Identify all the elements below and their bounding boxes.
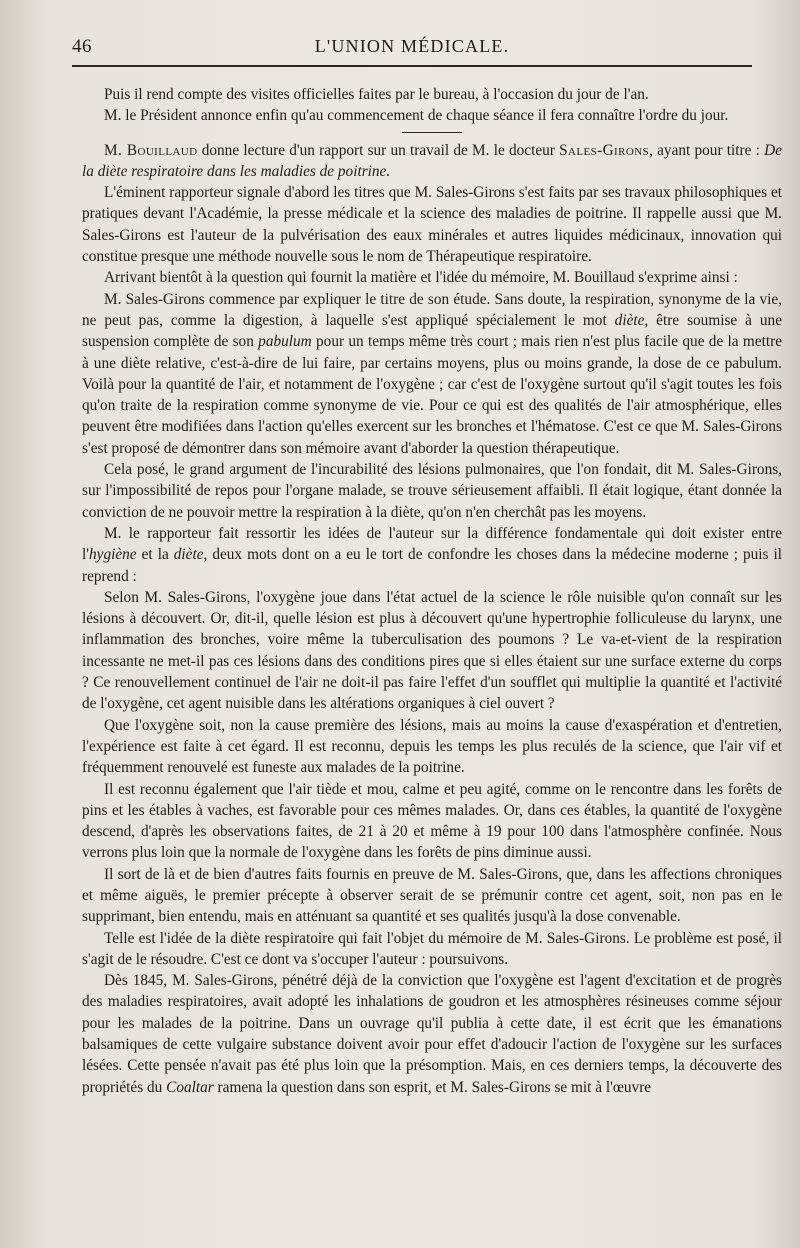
speaker-name: M. Bouillaud (104, 141, 198, 159)
paragraph: Dès 1845, M. Sales-Girons, pénétré déjà de la conviction que l'oxygène est l'agent d'excitation et de progrès des maladies respiratoires, avait adopté les inhalations de goudron et les atmosphères résineuses comme séjour pour les malades de la poitrine. Dans un ouvrage qu'il publia à cette date, il est écrit que les émanations balsamiques de cette vulgaire substance doivent avoir pour effet d'adoucir l'action de l'oxygène sur les surfaces lésées. Cette pensée n'avait pas été plus loin que la présomption. Mais, en ces derniers temps, la découverte des propriétés du Coaltar ramena la question dans son esprit, et M. Sales-Girons se mit à l'œuvre (82, 972, 782, 1096)
paragraph: Il sort de là et de bien d'autres faits fournis en preuve de M. Sales-Girons, que, dans les affections chroniques et même aiguës, le premier précepte à observer serait de se prémunir contre cet agent, soit, non pas en le supprimant, bien entendu, mais en atténuant sa quantité et ses qualités jusqu'à la dose convenable. (82, 865, 782, 926)
paragraph: Selon M. Sales-Girons, l'oxygène joue dans l'état actuel de la science le rôle nuisible qu'on connaît sur les lésions à découvert. Or, dit-il, quelle lésion est plus à découvert qu'une hypertrophie folliculeuse du larynx, une inflammation des bronches, voire même la tuberculisation des poumons ? Le va-et-vient de la respiration incessante ne met-il pas ces lésions dans des conditions pires que si elles étaient sur une surface externe du corps ? Ce renouvellement continuel de l'air ne doit-il pas faire l'effet d'un soufflet qui multiplie la quantité et l'activité de l'oxygène, cet agent nuisible dans les altérations organiques à ciel ouvert ? (82, 588, 782, 713)
paragraph: Que l'oxygène soit, non la cause première des lésions, mais au moins la cause d'exaspération et d'entretien, l'expérience est faite à cet égard. Il est reconnu, depuis les temps les plus reculés de la science, que l'air vif et fréquemment renouvelé est funeste aux malades de la poitrine. (82, 716, 782, 777)
paragraph: M. Sales-Girons commence par expliquer le titre de son étude. Sans doute, la respiration, synonyme de la vie, ne peut pas, comme la digestion, à laquelle s'est appliqué spécialement le mot diète, être soumise à une suspension complète de son pabulum pour un temps même très court ; mais rien n'est plus facile que de la mettre à une diète relative, c'est-à-dire de lui faire, par certains moyens, plus ou moins grande, la dose de ce pabulum. Voilà pour la quantité de l'air, et notamment de l'oxygène ; car c'est de l'oxygène surtout qu'il s'agit toutes les fois qu'on traite de la respiration comme synonyme de vie. Pour ce qui est des qualités de l'air atmosphérique, elles peuvent être modifiées dans l'action qu'elles exercent sur les bronches et l'hématose. C'est ce que M. Sales-Girons s'est proposé de démontrer dans son mémoire avant d'aborder la question thérapeutique. (82, 290, 782, 457)
article-body (82, 84, 782, 1098)
work-title: De la diète respiratoire dans les maladies de poitrine. (82, 141, 783, 180)
paragraph: M. le rapporteur fait ressortir les idées de l'auteur sur la différence fondamentale qui doit exister entre l'hygiène et la diète, deux mots dont on a eu le tort de confondre les choses dans la médecine moderne ; puis il reprend : (82, 524, 782, 585)
header-rule (72, 65, 752, 67)
journal-title: L'UNION MÉDICALE. (314, 36, 510, 56)
paragraph: L'éminent rapporteur signale d'abord les titres que M. Sales-Girons s'est faits par ses travaux philosophiques et pratiques devant l'Académie, la presse médicale et la science des maladies de poitrine. Il rappelle aussi que M. Sales-Girons est l'auteur de la pulvérisation des eaux minérales et autres liquides médicinaux, innovation qui constitue presque une méthode nouvelle sous le nom de Thérapeutique respiratoire. (82, 184, 782, 266)
paragraph: Il est reconnu également que l'air tiède et mou, calme et peu agité, comme on le rencontre dans les forêts de pins et les étables à vaches, est favorable pour ces mêmes malades. Or, dans ces étables, la quantité de l'oxygène descend, d'après les observations faites, de 21 à 20 et même à 19 pour 100 dans l'atmosphère confinée. Nous verrons plus loin que la normale de l'oxygène dans les forêts de pins diminue aussi. (82, 780, 782, 862)
paragraph: Arrivant bientôt à la question qui fournit la matière et l'idée du mémoire, M. Bouillaud s'exprime ainsi : (104, 269, 738, 287)
section-separator (402, 132, 462, 133)
paragraph: Telle est l'idée de la diète respiratoire qui fait l'objet du mémoire de M. Sales-Girons. Le problème est posé, il s'agit de le résoudre. C'est ce dont va s'occuper l'auteur : poursuivons. (82, 929, 782, 968)
paragraph: M. Bouillaud donne lecture d'un rapport sur un travail de M. le docteur Sales-Girons, ayant pour titre : De la diète respiratoire dans les maladies de poitrine. (82, 141, 783, 180)
paragraph: M. le Président annonce enfin qu'au commencement de chaque séance il fera connaître l'ordre du jour. (104, 107, 729, 125)
page-number: 46 (72, 36, 92, 57)
author-name: Sales-Girons (559, 141, 650, 159)
paragraph: Cela posé, le grand argument de l'incurabilité des lésions pulmonaires, que l'on fondait, dit M. Sales-Girons, sur l'impossibilité de repos pour l'organe malade, se trouve sérieusement affaibli. Il était logique, étant donnée la conviction de ne pouvoir mettre la respiration à la diète, qu'on n'en cherchât pas les moyens. (82, 461, 782, 521)
paragraph: Puis il rend compte des visites officielles faites par le bureau, à l'occasion du jour de l'an. (104, 86, 649, 103)
running-head (72, 36, 752, 60)
